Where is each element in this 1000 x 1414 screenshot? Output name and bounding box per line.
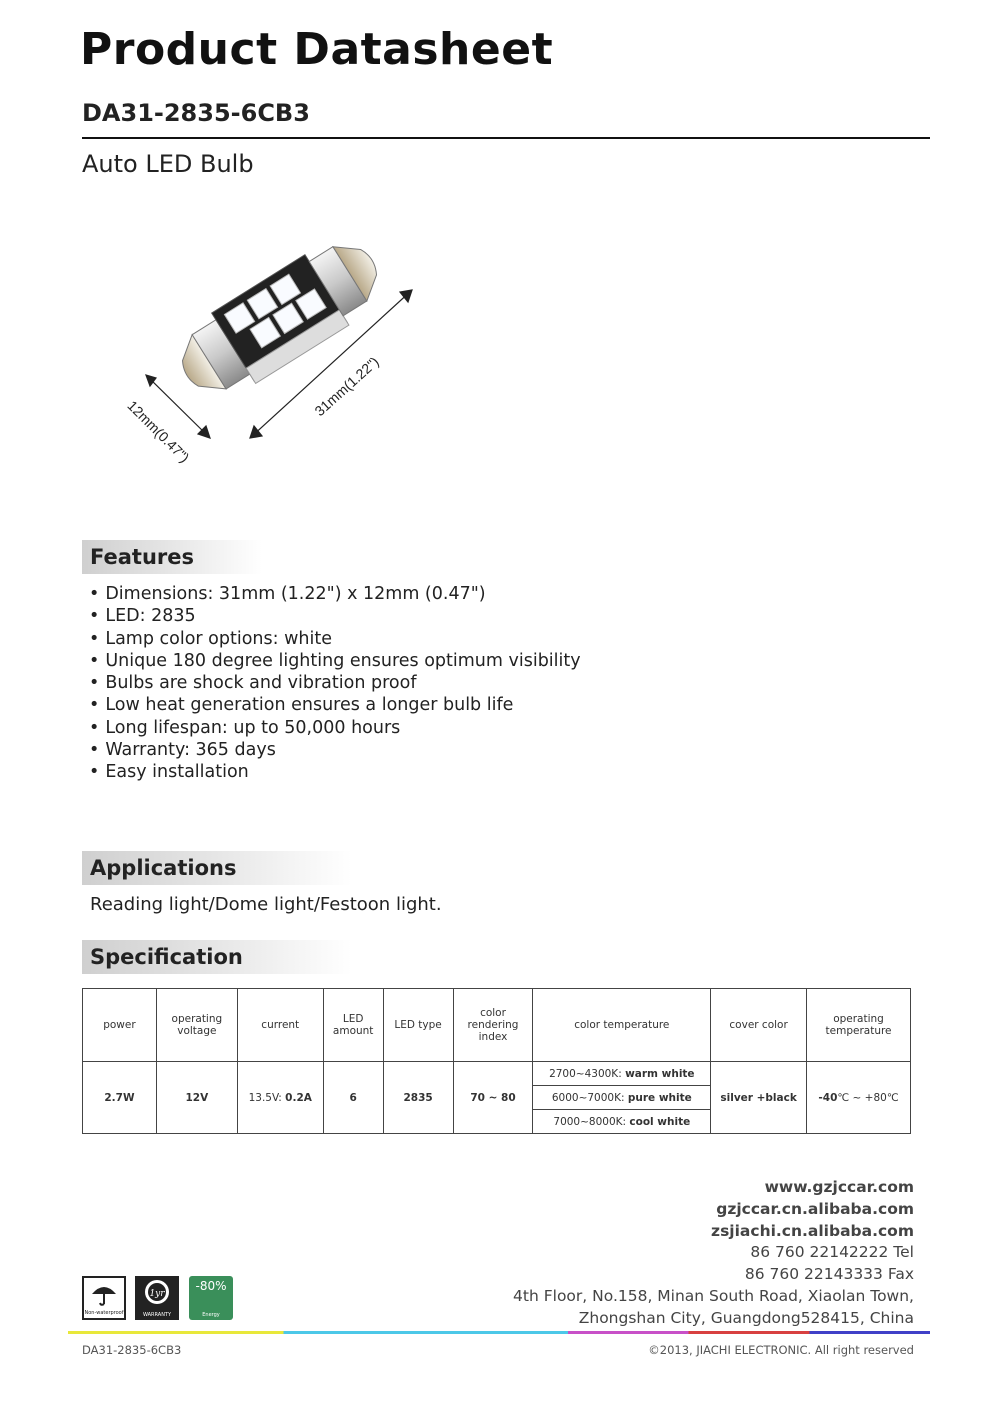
- footer-copyright: ©2013, JIACHI ELECTRONIC. All right reserved: [648, 1343, 914, 1357]
- color-temp-pure: [533, 1086, 711, 1110]
- feature-item: • LED: 2835: [89, 605, 581, 627]
- header-cri: color rendering index: [453, 989, 533, 1062]
- warranty-mark: 1yr: [149, 1289, 165, 1299]
- color-temp-range: 7000~8000K:: [553, 1115, 630, 1128]
- energy-badge: [189, 1276, 233, 1320]
- page-title: Product Datasheet: [80, 24, 554, 75]
- value-cover-color: silver +black: [711, 1062, 807, 1134]
- current-prefix: 13.5V:: [248, 1091, 286, 1104]
- feature-item: • Easy installation: [89, 761, 581, 783]
- diameter-label: 12mm(0.47"): [124, 397, 193, 466]
- applications-text: Reading light/Dome light/Festoon light.: [90, 894, 442, 915]
- spec-table: [82, 988, 911, 1134]
- color-temp-range: 6000~7000K:: [551, 1091, 628, 1104]
- features-heading: Features: [82, 540, 262, 574]
- op-temp-sep: ℃ ~ +80: [837, 1091, 887, 1104]
- color-divider: [68, 1331, 930, 1334]
- alibaba-link-2[interactable]: zsjiachi.cn.alibaba.com: [711, 1222, 914, 1240]
- product-subtitle: Auto LED Bulb: [82, 150, 254, 178]
- non-waterproof-caption: Non-waterproof: [84, 1310, 124, 1316]
- specification-heading: Specification: [82, 940, 352, 974]
- value-current: [237, 1062, 323, 1134]
- color-temp-name: cool white: [629, 1115, 691, 1128]
- header-voltage: operating voltage: [156, 989, 237, 1062]
- spec-value-row: [83, 1062, 911, 1086]
- color-temp-name: warm white: [625, 1067, 695, 1080]
- header-power: power: [83, 989, 157, 1062]
- feature-item: • Unique 180 degree lighting ensures optimum visibility: [89, 650, 581, 672]
- features-list: [89, 583, 581, 784]
- address-line-1: 4th Floor, No.158, Minan South Road, Xiaolan Town,: [513, 1287, 914, 1305]
- energy-value: -80%: [195, 1279, 227, 1293]
- length-label: 31mm(1.22"): [311, 353, 382, 420]
- fax-number: 86 760 22143333 Fax: [744, 1265, 914, 1283]
- color-temp-cool: [533, 1110, 711, 1134]
- product-image: [100, 220, 430, 490]
- header-led-type: LED type: [383, 989, 453, 1062]
- header-led-amount: LED amount: [323, 989, 383, 1062]
- alibaba-link-1[interactable]: gzjccar.cn.alibaba.com: [716, 1200, 914, 1218]
- applications-heading: Applications: [82, 851, 352, 885]
- warranty-badge: [135, 1276, 179, 1320]
- color-temp-warm: [533, 1062, 711, 1086]
- feature-item: • Lamp color options: white: [89, 628, 581, 650]
- header-current: current: [237, 989, 323, 1062]
- current-value: 0.2A: [285, 1091, 312, 1104]
- website-link[interactable]: www.gzjccar.com: [764, 1178, 914, 1196]
- non-waterproof-badge: [82, 1276, 126, 1320]
- header-op-temp: operating temperature: [807, 989, 911, 1062]
- value-led-type: 2835: [383, 1062, 453, 1134]
- warranty-seal-icon: [135, 1276, 179, 1308]
- value-cri: 70 ~ 80: [453, 1062, 533, 1134]
- umbrella-icon: [84, 1278, 124, 1308]
- address-line-2: Zhongshan City, Guangdong528415, China: [578, 1309, 914, 1327]
- color-temp-range: 2700~4300K:: [549, 1067, 626, 1080]
- feature-item: • Warranty: 365 days: [89, 739, 581, 761]
- feature-item: • Low heat generation ensures a longer bulb life: [89, 694, 581, 716]
- tel-number: 86 760 22142222 Tel: [750, 1243, 914, 1261]
- feature-item: • Dimensions: 31mm (1.22") x 12mm (0.47"): [89, 583, 581, 605]
- op-temp-unit: ℃: [886, 1091, 899, 1104]
- value-op-temp: [807, 1062, 911, 1134]
- footer-model: DA31-2835-6CB3: [82, 1343, 182, 1357]
- value-led-amount: 6: [323, 1062, 383, 1134]
- op-temp-low: -40: [818, 1091, 838, 1104]
- feature-item: • Long lifespan: up to 50,000 hours: [89, 717, 581, 739]
- header-cover-color: cover color: [711, 989, 807, 1062]
- energy-caption: Energy: [202, 1312, 220, 1318]
- value-voltage: 12V: [156, 1062, 237, 1134]
- color-temp-name: pure white: [627, 1091, 692, 1104]
- value-power: 2.7W: [83, 1062, 157, 1134]
- model-number: DA31-2835-6CB3: [82, 99, 310, 127]
- header-divider: [82, 137, 930, 139]
- spec-header-row: [83, 989, 911, 1062]
- feature-item: • Bulbs are shock and vibration proof: [89, 672, 581, 694]
- warranty-caption: WARRANTY: [142, 1312, 172, 1318]
- header-color-temp: color temperature: [533, 989, 711, 1062]
